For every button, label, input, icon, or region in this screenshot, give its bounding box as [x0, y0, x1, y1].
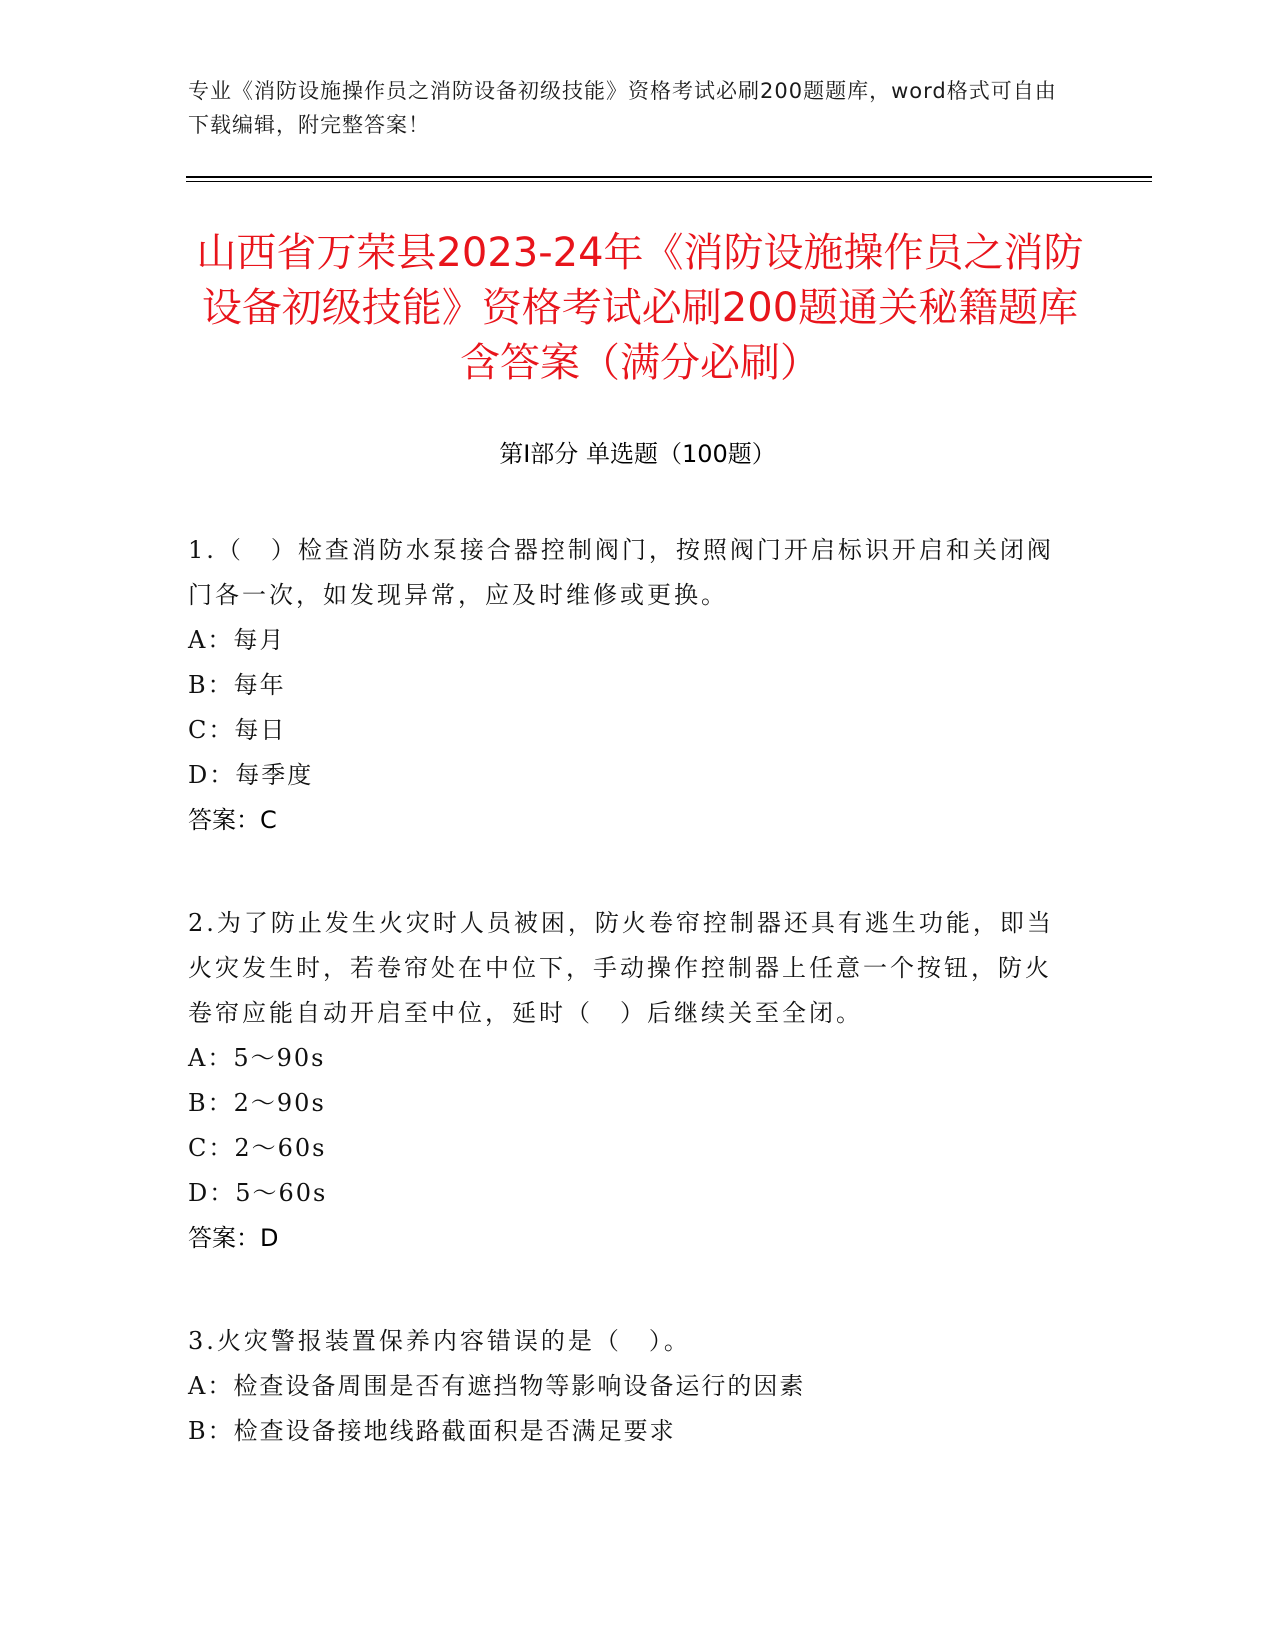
option-b: B：2～90s — [188, 1089, 326, 1117]
question-stem: 2.为了防止发生火灾时人员被困，防火卷帘控制器还具有逃生功能，即当火灾发生时，若卷帘处在中位下，手动操作控制器上任意一个按钮，防火卷帘应能自动开启至中位，延时（ ）后继续关至全闭。 — [188, 909, 1054, 1027]
option-c: C：2～60s — [188, 1134, 327, 1162]
header-divider-thick — [186, 176, 1152, 178]
question-1 — [188, 528, 1068, 843]
option-b: B：每年 — [188, 671, 286, 699]
answer: 答案：D — [188, 1224, 279, 1252]
header-note: 专业《消防设施操作员之消防设备初级技能》资格考试必刷200题题库，word格式可自由下载编辑，附完整答案！ — [188, 79, 1057, 137]
document-title: 山西省万荣县2023-24年《消防设施操作员之消防设备初级技能》资格考试必刷200题通关秘籍题库含答案（满分必刷） — [196, 230, 1084, 386]
option-a: A：每月 — [188, 626, 286, 654]
section-heading: 第Ⅰ部分 单选题（100题） — [499, 440, 776, 468]
option-d: D：每季度 — [188, 761, 314, 789]
question-3 — [188, 1319, 1068, 1454]
question-stem: 3.火灾警报装置保养内容错误的是（ ）。 — [188, 1327, 691, 1355]
answer: 答案：C — [188, 806, 277, 834]
question-2 — [188, 901, 1068, 1261]
question-list — [188, 528, 1068, 1512]
question-stem: 1.（ ）检查消防水泵接合器控制阀门，按照阀门开启标识开启和关闭阀门各一次，如发现异常，应及时维修或更换。 — [188, 536, 1054, 609]
option-a: A：5～90s — [188, 1044, 326, 1072]
option-a: A：检查设备周围是否有遮挡物等影响设备运行的因素 — [188, 1372, 806, 1400]
option-d: D：5～60s — [188, 1179, 328, 1207]
header-divider-thin — [186, 181, 1152, 182]
option-c: C：每日 — [188, 716, 287, 744]
option-b: B：检查设备接地线路截面积是否满足要求 — [188, 1417, 676, 1445]
